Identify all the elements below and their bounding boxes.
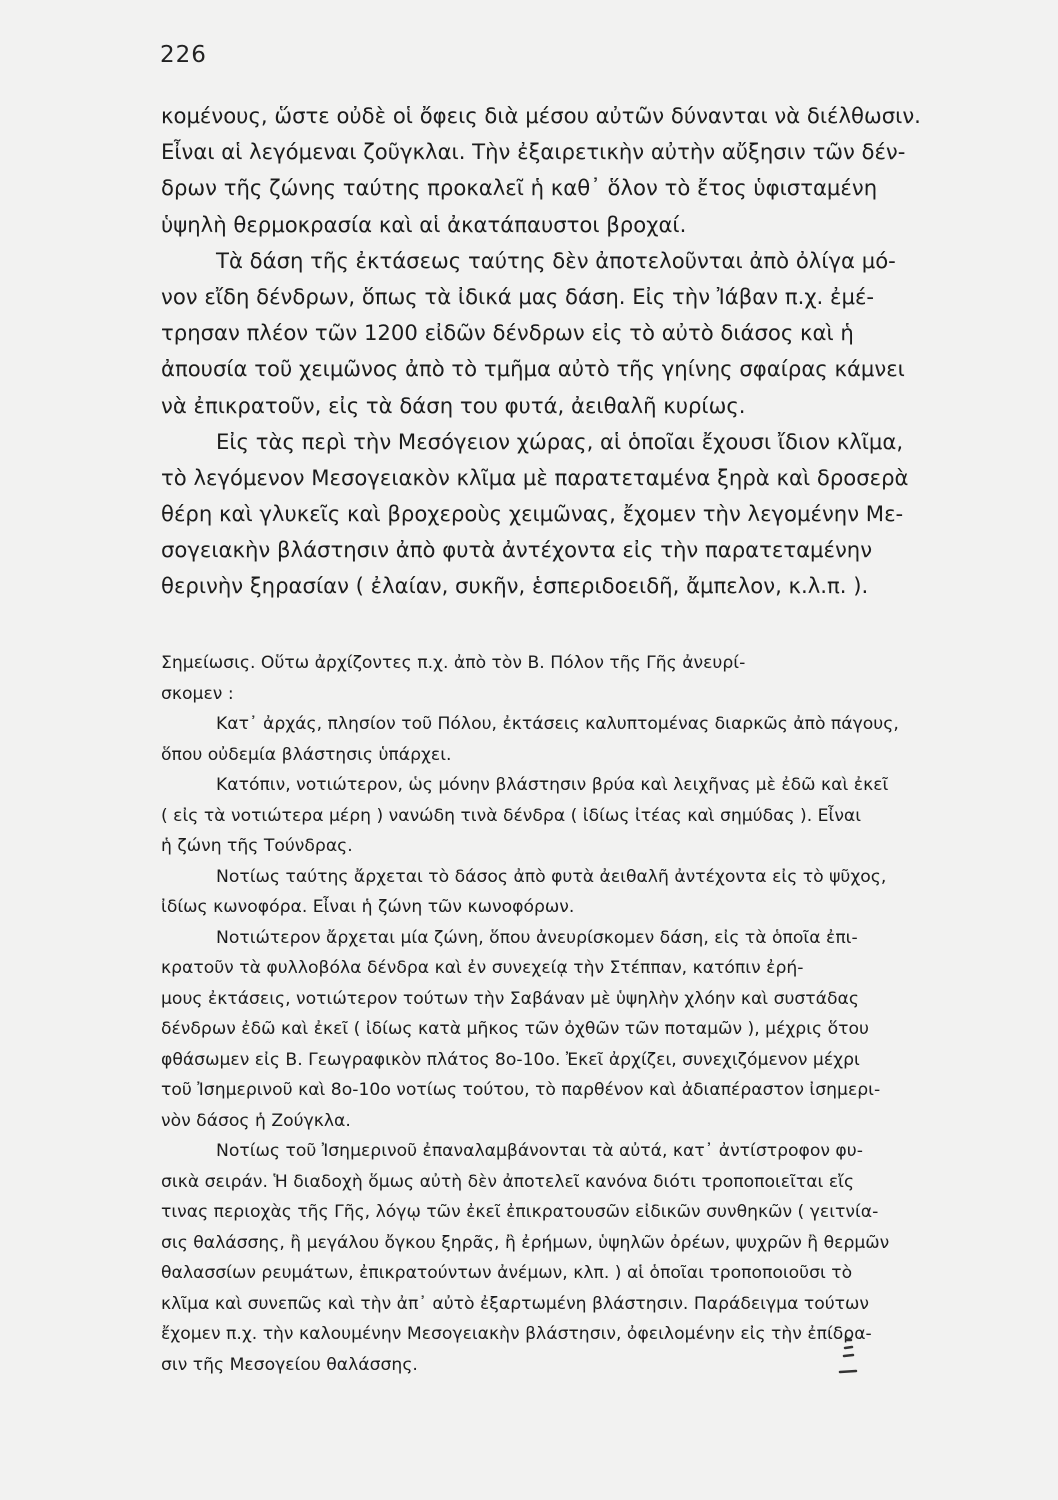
text-line: τὸ λεγόμενον Μεσογειακὸν κλῖμα μὲ παρατεταμένα ξηρὰ καὶ δροσερὰ [161,464,909,490]
note-line: Κατ᾽ ἀρχάς, πλησίον τοῦ Πόλου, ἐκτάσεις καλυπτομένας διαρκῶς ἀπὸ πάγους, [216,714,899,734]
note-line: Νοτιώτερον ἄρχεται μία ζώνη, ὅπου ἀνευρίσκομεν δάση, εἰς τὰ ὁποῖα ἐπι- [216,927,858,948]
text-line: κομένους, ὥστε οὐδὲ οἱ ὄφεις διὰ μέσου αὐτῶν δύνανται νὰ διέλθωσιν. [161,103,921,128]
note-line: σις θαλάσσης, ἢ μεγάλου ὄγκου ξηρᾶς, ἢ ἐρήμων, ὑψηλῶν ὀρέων, ψυχρῶν ἢ θερμῶν [161,1232,890,1253]
text-line: νον εἴδη δένδρων, ὅπως τὰ ἰδικά μας δάση. Εἰς τὴν Ἰάβαν π.χ. ἐμέ- [161,283,875,309]
note-line: ὅπου οὐδεμία βλάστησις ὑπάρχει. [161,744,452,765]
note-line: Νοτίως ταύτης ἄρχεται τὸ δάσος ἀπὸ φυτὰ ἀειθαλῆ ἀντέχοντα εἰς τὸ ψῦχος, [216,866,887,887]
note-line: δένδρων ἐδῶ καὶ ἐκεῖ ( ἰδίως κατὰ μῆκος τῶν ὀχθῶν τῶν ποταμῶν ), μέχρις ὅτου [161,1019,869,1039]
text-line: Εἰς τὰς περὶ τὴν Μεσόγειον χώρας, αἱ ὁποῖαι ἔχουσι ἴδιον κλῖμα, [216,428,904,454]
ink-mark [838,1338,858,1378]
text-line: δρων τῆς ζώνης ταύτης προκαλεῖ ἡ καθ᾽ ὅλον τὸ ἔτος ὑφισταμένη [161,175,878,201]
text-line: σογειακὴν βλάστησιν ἀπὸ φυτὰ ἀντέχοντα εἰς τὴν παρατεταμένην [161,537,873,563]
note-line: σικὰ σειράν. Ἡ διαδοχὴ ὅμως αὐτὴ δὲν ἀποτελεῖ κανόνα διότι τροποποιεῖται εἴς [161,1171,855,1192]
page-number: 226 [160,42,207,68]
main-body-text [161,98,1021,605]
text-line: Εἶναι αἱ λεγόμεναι ζοῦγκλαι. Τὴν ἐξαιρετικὴν αὐτὴν αὔξησιν τῶν δέν- [161,139,906,165]
text-line: ἀπουσία τοῦ χειμῶνος ἀπὸ τὸ τμῆμα αὐτὸ τῆς γηίνης σφαίρας κάμνει [161,356,905,382]
note-line: φθάσωμεν εἰς Β. Γεωγραφικὸν πλάτος 8ο-10ο. Ἐκεῖ ἀρχίζει, συνεχιζόμενον μέχρι [161,1049,860,1070]
note-line: τινας περιοχὰς τῆς Γῆς, λόγῳ τῶν ἐκεῖ ἐπικρατουσῶν εἰδικῶν συνθηκῶν ( γειτνία- [161,1202,879,1222]
note-line: θαλασσίων ρευμάτων, ἐπικρατούντων ἀνέμων, κλπ. ) αἱ ὁποῖαι τροποποιοῦσι τὸ [161,1263,853,1283]
text-line: Τὰ δάση τῆς ἐκτάσεως ταύτης δὲν ἀποτελοῦνται ἀπὸ ὀλίγα μό- [216,247,896,273]
note-line: Νοτίως τοῦ Ἰσημερινοῦ ἐπαναλαμβάνονται τὰ αὐτά, κατ᾽ ἀντίστροφον φυ- [216,1141,863,1161]
note-line: Σημείωσις. Οὕτω ἀρχίζοντες π.χ. ἀπὸ τὸν Β. Πόλον τῆς Γῆς ἀνευρί- [161,653,746,673]
footnote-block [161,648,1021,1380]
text-line: ὑψηλὴ θερμοκρασία καὶ αἱ ἀκατάπαυστοι βροχαί. [161,211,687,237]
note-line: Κατόπιν, νοτιώτερον, ὡς μόνην βλάστησιν βρύα καὶ λειχῆνας μὲ ἐδῶ καὶ ἐκεῖ [216,775,889,795]
text-line: θερινὴν ξηρασίαν ( ἐλαίαν, συκῆν, ἑσπεριδοειδῆ, ἄμπελον, κ.λ.π. ). [161,573,869,599]
note-line: ἔχομεν π.χ. τὴν καλουμένην Μεσογειακὴν βλάστησιν, ὀφειλομένην εἰς τὴν ἐπίδρα- [161,1324,872,1344]
note-line: ( εἰς τὰ νοτιώτερα μέρη ) νανώδη τινὰ δένδρα ( ἰδίως ἰτέας καὶ σημύδας ). Εἶναι [161,805,862,826]
note-line: σκομεν : [161,683,234,704]
note-line: τοῦ Ἰσημερινοῦ καὶ 8ο-10ο νοτίως τούτου, τὸ παρθένον καὶ ἀδιαπέραστον ἰσημερι- [161,1080,881,1100]
note-line: ἡ ζώνη τῆς Τούνδρας. [161,836,353,856]
note-line: νὸν δάσος ἡ Ζούγκλα. [161,1110,351,1131]
note-line: κρατοῦν τὰ φυλλοβόλα δένδρα καὶ ἐν συνεχείᾳ τὴν Στέππαν, κατόπιν ἐρή- [161,958,804,978]
note-line: σιν τῆς Μεσογείου θαλάσσης. [161,1354,418,1375]
text-line: νὰ ἐπικρατοῦν, εἰς τὰ δάση του φυτά, ἀειθαλῆ κυρίως. [161,392,746,418]
note-line: ἰδίως κωνοφόρα. Εἶναι ἡ ζώνη τῶν κωνοφόρων. [161,897,575,917]
note-line: κλῖμα καὶ συνεπῶς καὶ τὴν ἀπ᾽ αὐτὸ ἐξαρτωμένη βλάστησιν. Παράδειγμα τούτων [161,1293,870,1314]
text-line: τρησαν πλέον τῶν 1200 εἰδῶν δένδρων εἰς τὸ αὐτὸ διάσος καὶ ἡ [161,320,854,346]
note-line: μους ἐκτάσεις, νοτιώτερον τούτων τὴν Σαβάναν μὲ ὑψηλὴν χλόην καὶ συστάδας [161,988,859,1009]
text-line: θέρη καὶ γλυκεῖς καὶ βροχεροὺς χειμῶνας, ἔχομεν τὴν λεγομένην Με- [161,501,904,527]
